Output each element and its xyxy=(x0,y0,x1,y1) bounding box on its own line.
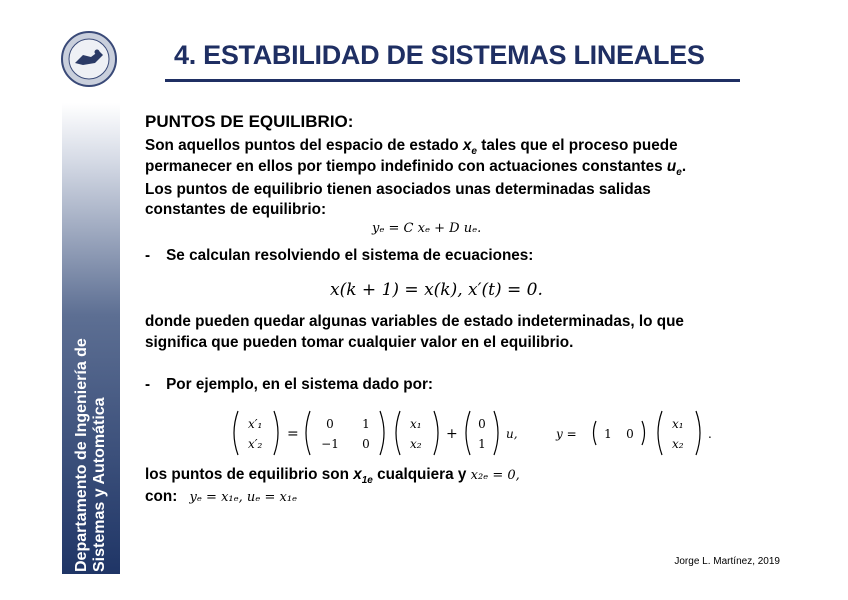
math-inline: yₑ = x₁ₑ, uₑ = x₁ₑ xyxy=(189,490,298,505)
y-equals: y = xyxy=(556,427,577,441)
paragraph-line: significa que pueden tomar cualquier valor en el equilibrio. xyxy=(145,334,574,351)
footer-author: Jorge L. Martínez, 2019 xyxy=(674,556,780,567)
math-sub: e xyxy=(471,146,477,158)
text-span: los puntos de equilibrio son xyxy=(145,466,354,483)
math-var: x xyxy=(353,466,362,483)
text-span: tales que el proceso puede xyxy=(476,137,678,154)
x-top: x₁ xyxy=(410,417,422,431)
department-label xyxy=(62,103,120,574)
math-inline: x₂ₑ = 0, xyxy=(470,468,520,483)
title-underline xyxy=(165,79,740,82)
x2-bottom: x₂ xyxy=(672,437,684,451)
math-sub: e xyxy=(676,167,682,179)
bullet-mark: - xyxy=(145,376,151,393)
math-var: u xyxy=(666,158,677,175)
matrix-a-21: −1 xyxy=(321,437,339,451)
c-2: 0 xyxy=(626,427,634,441)
paragraph-line xyxy=(145,157,686,182)
matrix-a-11: 0 xyxy=(326,417,334,431)
plus-sign: + xyxy=(446,426,458,442)
bullet-item xyxy=(145,246,533,265)
c-1: 1 xyxy=(604,427,612,441)
paragraph-line: Los puntos de equilibrio tienen asociados unas determinadas salidas xyxy=(145,181,651,198)
b-bottom: 1 xyxy=(478,437,486,451)
university-seal-icon xyxy=(61,31,117,87)
text-span: Son aquellos puntos del espacio de estado xyxy=(145,137,463,154)
output-equation: yₑ = C xₑ + D uₑ. xyxy=(372,221,482,236)
paragraph-line: donde pueden quedar algunas variables de estado indeterminadas, lo que xyxy=(145,313,684,330)
x-bottom: x₂ xyxy=(410,437,422,451)
math-sub: 1e xyxy=(361,475,373,487)
lhs-bottom: x′₂ xyxy=(248,437,263,451)
department-line-2: Sistemas y Automática xyxy=(91,397,108,572)
u-term: u, xyxy=(506,427,518,441)
equals-sign: = xyxy=(287,426,299,442)
equilibrium-equation: x(k + 1) = x(k), x′(t) = 0. xyxy=(330,280,543,300)
bullet-mark: - xyxy=(145,247,151,264)
bullet-text: Se calculan resolviendo el sistema de ecuaciones: xyxy=(166,247,534,264)
paragraph-line: constantes de equilibrio: xyxy=(145,201,327,218)
lhs-top: x′₁ xyxy=(248,417,263,431)
b-top: 0 xyxy=(478,417,486,431)
page-title: 4. ESTABILIDAD DE SISTEMAS LINEALES xyxy=(174,40,705,70)
x2-top: x₁ xyxy=(672,417,684,431)
text-span: con: xyxy=(145,488,178,505)
bullet-text: Por ejemplo, en el sistema dado por: xyxy=(166,376,434,393)
department-line-1: Departamento de Ingeniería de xyxy=(73,338,90,572)
math-var: x xyxy=(462,137,472,154)
text-span: . xyxy=(681,158,687,175)
paragraph-line xyxy=(145,487,297,507)
end-period: . xyxy=(708,427,712,441)
section-heading: PUNTOS DE EQUILIBRIO: xyxy=(145,112,354,131)
matrix-a-22: 0 xyxy=(362,437,370,451)
matrix-a-12: 1 xyxy=(362,417,370,431)
state-space-equation xyxy=(230,407,730,459)
text-span: cualquiera y xyxy=(372,466,471,483)
text-span: permanecer en ellos por tiempo indefinido con actuaciones constantes xyxy=(145,158,667,175)
bullet-item xyxy=(145,375,433,394)
